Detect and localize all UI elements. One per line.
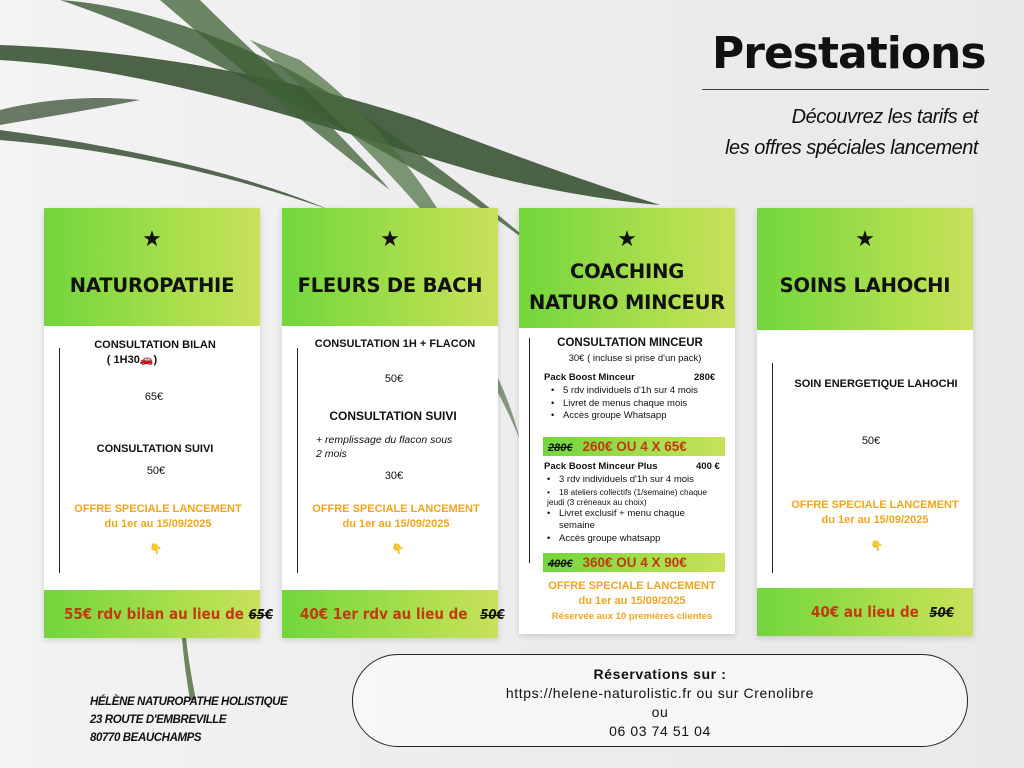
divider-line: [59, 348, 60, 573]
business-address: HÉLÈNE NATUROPATHE HOLISTIQUE 23 ROUTE D'EMBREVILLE 80770 BEAUCHAMPS: [90, 696, 288, 744]
pointing-down-icon: 👇: [391, 544, 405, 555]
service-title: CONSULTATION BILAN ( 1H30🚗): [94, 339, 216, 366]
service-price: 50€: [861, 435, 881, 447]
pack-features: [547, 385, 733, 423]
star-icon: ★: [855, 226, 875, 251]
pack-name: Pack Boost Minceur: [544, 372, 635, 383]
service-price: 50€: [146, 465, 166, 477]
page-title: Prestations: [712, 28, 986, 79]
service-price: 65€: [144, 391, 164, 403]
reservation-phone[interactable]: 06 03 74 51 04: [609, 723, 711, 739]
pack-price: 280€: [694, 372, 716, 383]
pointing-down-icon: 👇: [870, 541, 884, 552]
card-soins-lahochi: [757, 208, 973, 636]
pointing-down-icon: 👇: [149, 544, 163, 555]
subtitle-line-1: Découvrez les tarifs et: [791, 106, 978, 128]
divider-line: [772, 363, 773, 573]
card-header: [44, 208, 260, 326]
offer-label: OFFRE SPECIALE LANCEMENT du 1er au 15/09/2025: [791, 499, 959, 526]
page-subtitle: [640, 102, 978, 164]
old-price: 50€: [480, 608, 505, 623]
service-title: CONSULTATION 1H + FLACON: [314, 338, 476, 350]
pack-promo-price: [543, 553, 725, 572]
reservation-website-link[interactable]: https://helene-naturolistic.fr ou sur Crenolibre: [505, 685, 815, 701]
feature-item: • 3 rdv individuels d'1h sur 4 mois: [543, 474, 735, 487]
star-icon: ★: [142, 226, 162, 251]
old-price: 50€: [929, 606, 954, 621]
pack-promo-price: [543, 437, 725, 456]
offer-price-banner: 40€ au lieu de 50€: [757, 588, 973, 636]
offer-price-banner: 55€ rdv bilan au lieu de 65€: [44, 590, 260, 638]
card-title: COACHING NATURO MINCEUR: [528, 260, 726, 314]
card-title: FLEURS DE BACH: [297, 274, 483, 297]
offer-label: OFFRE SPECIALE LANCEMENT du 1er au 15/09/2025: [312, 503, 480, 530]
reservation-heading: Réservations sur :: [593, 666, 727, 682]
title-divider: [702, 89, 989, 90]
service-title: CONSULTATION SUIVI: [96, 443, 214, 455]
pack-name: Pack Boost Minceur Plus: [544, 461, 658, 472]
feature-item: • Accès groupe Whatsapp: [547, 410, 733, 423]
pack-features: [543, 474, 735, 545]
card-header: [757, 208, 973, 330]
subtitle-line-2: les offres spéciales lancement: [725, 137, 978, 159]
service-price: 30€: [384, 470, 404, 482]
reservation-box: [352, 654, 968, 747]
reservation-or: ou: [651, 704, 669, 720]
feature-item: • 18 ateliers collectifs (1/semaine) chaque jeudi (3 créneaux au choix): [543, 487, 735, 508]
offer-label: OFFRE SPECIALE LANCEMENT du 1er au 15/09/2025: [74, 503, 242, 530]
service-note: 30€ ( incluse si prise d'un pack): [568, 353, 702, 364]
new-price: 360€ OU 4 X 90€: [582, 555, 687, 570]
card-naturopathie: [44, 208, 274, 638]
feature-item: • Livret exclusif + menu chaque semaine: [543, 508, 735, 533]
divider-line: [529, 338, 530, 563]
divider-line: [297, 348, 298, 573]
feature-item: • Livret de menus chaque mois: [547, 398, 733, 411]
card-coaching-naturo-minceur: [519, 208, 735, 634]
service-note: + remplissage du flacon sous 2 mois: [316, 434, 453, 460]
star-icon: ★: [617, 226, 637, 251]
old-price: 65€: [248, 608, 274, 623]
offer-price-banner: 40€ 1er rdv au lieu de 50€: [282, 590, 498, 638]
card-header: [519, 208, 735, 328]
offer-label: OFFRE SPECIALE LANCEMENT du 1er au 15/09/2025 Réservée aux 10 premières clientes: [548, 580, 716, 622]
card-header: [282, 208, 498, 326]
card-fleurs-de-bach: [282, 208, 505, 638]
pack-price: 400 €: [696, 461, 720, 472]
car-icon: 🚗: [139, 354, 154, 366]
feature-item: • Accès groupe whatsapp: [543, 533, 735, 546]
card-title: SOINS LAHOCHI: [779, 274, 951, 297]
card-title: NATUROPATHIE: [69, 274, 235, 297]
service-title: CONSULTATION SUIVI: [329, 409, 457, 423]
old-price: 280€: [548, 442, 573, 454]
service-title: CONSULTATION MINCEUR: [557, 337, 703, 349]
service-price: 50€: [384, 373, 404, 385]
new-price: 260€ OU 4 X 65€: [582, 439, 687, 454]
old-price: 400€: [548, 558, 573, 570]
star-icon: ★: [380, 226, 400, 251]
feature-item: • 5 rdv individuels d'1h sur 4 mois: [547, 385, 733, 398]
service-title: SOIN ENERGETIQUE LAHOCHI: [794, 378, 958, 390]
